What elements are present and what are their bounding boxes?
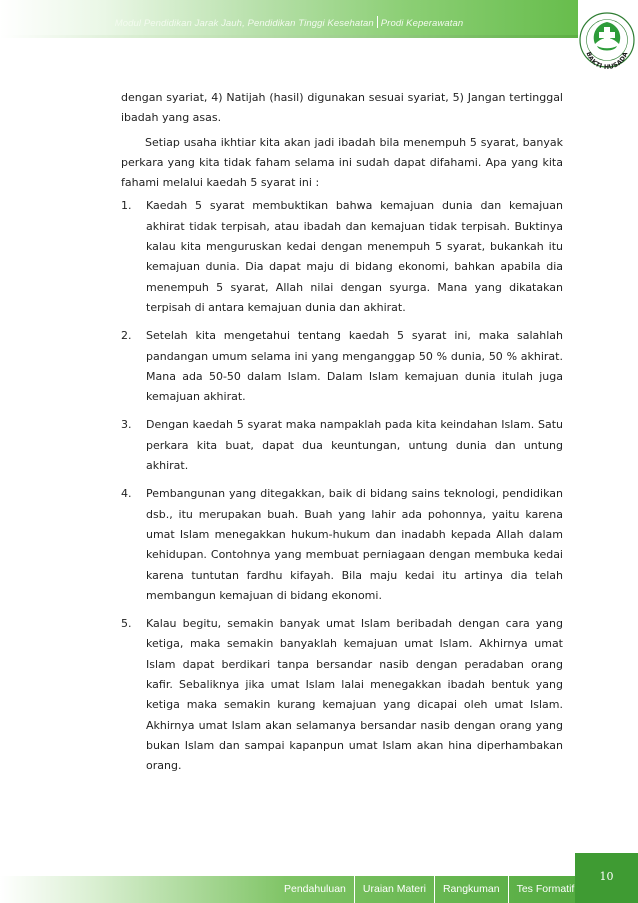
list-number: 5.: [121, 617, 132, 631]
list-item: [121, 614, 563, 776]
list-number: 1.: [121, 199, 132, 213]
header-title: [0, 16, 578, 29]
list-item: [121, 196, 563, 318]
paragraph-continued: dengan syariat, 4) Natijah (hasil) digunakan sesuai syariat, 5) Jangan tertinggal ibadah yang asas.: [121, 91, 563, 125]
logo-text: BAKTI HUSADA: [584, 51, 630, 72]
program-name: Prodi Keperawatan: [380, 18, 464, 29]
nav-uraian-materi[interactable]: Uraian Materi: [355, 876, 435, 903]
nav-pendahuluan[interactable]: Pendahuluan: [276, 876, 355, 903]
list-number: 4.: [121, 487, 132, 501]
page-content: [121, 88, 563, 785]
list-text: Pembangunan yang ditegakkan, baik di bidang sains teknologi, pendidikan dsb., itu merupakan buah. Buah yang lahir ada pohonnya, yaitu karena umat Islam menegakkan hukum-hukum dan inadabh kepada Allah dalam kehidupan. Contohnya yang membuat perniagaan dengan membuka kedai karena tuntutan fardhu kifayah. Bila maju kedai itu artinya dia telah membangun kemajuan di bidang ekonomi.: [146, 487, 563, 602]
nav-rangkuman[interactable]: Rangkuman: [435, 876, 509, 903]
page-number: 10: [575, 853, 638, 903]
list-number: 2.: [121, 329, 132, 343]
footer-nav: [276, 876, 582, 903]
list-number: 3.: [121, 418, 132, 432]
list-item: [121, 484, 563, 606]
numbered-list: [121, 196, 563, 776]
header-divider: [377, 16, 378, 28]
module-title: Modul Pendidikan Jarak Jauh, Pendidikan Tinggi Kesehatan: [114, 18, 374, 29]
list-item: [121, 326, 563, 407]
list-text: Dengan kaedah 5 syarat maka nampaklah pada kita keindahan Islam. Satu perkara kita buat, dapat dua keuntungan, untung dunia dan untung akhirat.: [146, 418, 563, 473]
nav-tes-formatif[interactable]: Tes Formatif: [516, 883, 575, 895]
list-item: [121, 415, 563, 476]
bakti-husada-logo: [575, 10, 637, 76]
list-text: Kalau begitu, semakin banyak umat Islam beribadah dengan cara yang ketiga, maka semakin banyaklah kemajuan umat Islam. Akhirnya umat Islam dapat berdikari tanpa bersandar nasib dengan peradaban orang kafir. Sebaliknya jika umat Islam lalai menegakkan ibadah bentuk yang ketiga maka semakin kurang kemajuan yang dicapai oleh umat Islam. Akhirnya umat Islam akan selamanya bersandar nasib dengan orang yang bukan Islam dan sampai kapanpun umat Islam akan hina diperhambakan orang.: [146, 617, 563, 773]
list-text: Setelah kita mengetahui tentang kaedah 5 syarat ini, maka salahlah pandangan umum selama ini yang menganggap 50 % dunia, 50 % akhirat. Mana ada 50-50 dalam Islam. Dalam Islam kemajuan dunia itulah juga kemajuan akhirat.: [146, 329, 563, 404]
list-text: Kaedah 5 syarat membuktikan bahwa kemajuan dunia dan kemajuan akhirat tidak terpisah, atau ibadah dan kemajuan tidak terpisah. Buktinya kalau kita menguruskan kedai dengan menempuh 5 syarat, bukankah itu kemajuan dunia. Dia dapat maju di bidang ekonomi, bahkan apabila dia menempuh 5 syarat, Allah nilai dengan syurga. Mana yang dikatakan terpisah di antara kemajuan dunia dan akhirat.: [146, 199, 563, 314]
paragraph-intro: Setiap usaha ikhtiar kita akan jadi ibadah bila menempuh 5 syarat, banyak perkara yang kita tidak faham selama ini sudah dapat difahami. Apa yang kita fahami melalui kaedah 5 syarat ini :: [121, 135, 563, 190]
